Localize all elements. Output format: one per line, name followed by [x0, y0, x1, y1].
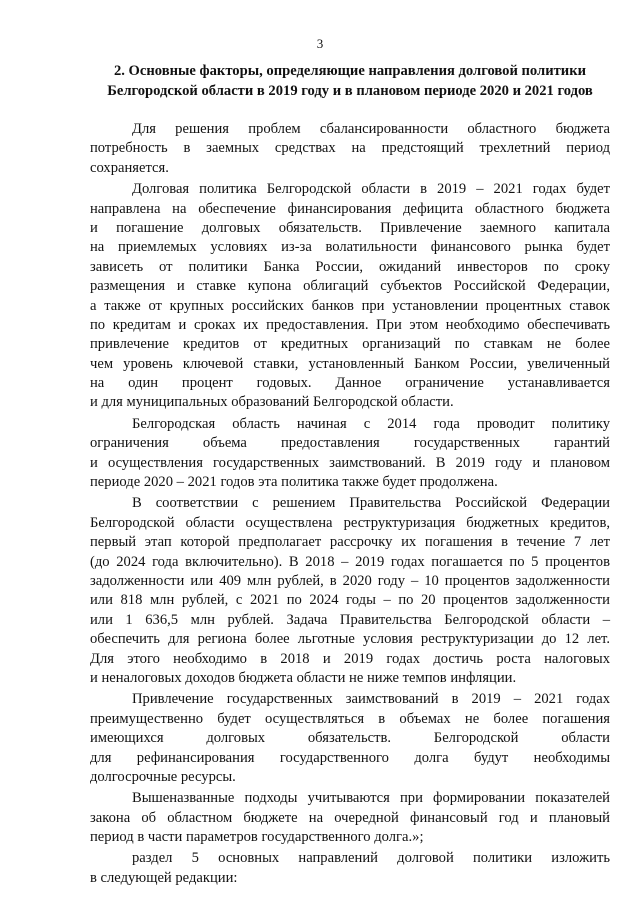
- paragraph-line: или 1 636,5 млн рублей. Задача Правительства Белгородской области –: [90, 611, 610, 628]
- paragraph-line: период в части параметров государственного долга.»;: [90, 829, 424, 846]
- paragraph-line: Привлечение государственных заимствований в 2019 – 2021 годах: [132, 691, 610, 708]
- paragraph-line: (до 2024 года включительно). В 2018 – 2019 годах погашается по 5 процентов: [90, 553, 610, 570]
- paragraph-line: а также от крупных российских банков при установлении процентных ставок: [90, 297, 610, 314]
- paragraph-line: Для этого необходимо в 2018 и 2019 годах достичь роста налоговых: [90, 650, 610, 667]
- paragraph-line: первый этап которой предполагает рассрочку их погашения в течение 7 лет: [90, 534, 610, 551]
- paragraph-line: задолженности или 409 млн рублей, в 2020 году – 10 процентов задолженности: [90, 572, 610, 589]
- paragraph-line: и для муниципальных образований Белгородской области.: [90, 394, 454, 411]
- paragraph-line: закона об областном бюджете на очередной финансовый год и плановый: [90, 809, 610, 826]
- paragraph-line: Долговая политика Белгородской области в 2019 – 2021 годах будет: [132, 181, 610, 198]
- section-heading-line: Белгородской области в 2019 году и в плановом периоде 2020 и 2021 годов: [107, 83, 593, 99]
- paragraph-line: по кредитам и сроках их предоставления. При этом необходимо обеспечивать: [90, 316, 610, 333]
- paragraph-line: периоде 2020 – 2021 годов эта политика также будет продолжена.: [90, 474, 498, 491]
- paragraph-line: и осуществления государственных заимствований. В 2019 году и плановом: [90, 454, 610, 471]
- paragraph-line: на один процент годовых. Данное ограничение устанавливается: [90, 375, 610, 392]
- paragraph-line: и неналоговых доходов бюджета области не ниже темпов инфляции.: [90, 669, 517, 686]
- paragraph-line: обеспечить для региона более льготные условия реструктуризации до 12 лет.: [90, 631, 610, 648]
- paragraph-line: для рефинансирования государственного долга будут необходимы: [90, 749, 610, 766]
- paragraph-line: потребность в заемных средствах на предстоящий трехлетний период: [90, 140, 610, 157]
- paragraph-line: Белгородской области осуществлена реструктуризация бюджетных кредитов,: [90, 514, 610, 531]
- paragraph-line: раздел 5 основных направлений долговой политики изложить: [132, 850, 610, 867]
- paragraph-line: размещения и ставке купона облигаций субъектов Российской Федерации,: [90, 278, 610, 295]
- paragraph-line: чем уровень ключевой ставки, установленный Банком России, увеличенный: [90, 355, 610, 372]
- section-heading: [88, 61, 612, 101]
- paragraph-line: привлечение кредитов от кредитных организаций по ставкам не более: [90, 336, 610, 353]
- paragraph: [90, 415, 610, 493]
- paragraph-line: В соответствии с решением Правительства Российской Федерации: [132, 495, 610, 512]
- paragraph: [90, 180, 610, 413]
- paragraph-line: Белгородская область начиная с 2014 года проводит политику: [132, 415, 610, 432]
- page-number: 3: [316, 36, 324, 51]
- paragraph: [90, 849, 610, 888]
- section-heading-line: 2. Основные факторы, определяющие направления долговой политики: [113, 63, 587, 79]
- paragraph-line: сохраняется.: [90, 159, 169, 176]
- paragraph-line: в следующей редакции:: [90, 869, 238, 886]
- paragraph-line: на приемлемых условиях из-за волатильности финансового рынка будет: [90, 239, 610, 256]
- paragraph: [90, 494, 610, 688]
- paragraph-line: или 818 млн рублей, с 2021 по 2024 годы – по 20 процентов задолженности: [90, 592, 610, 609]
- paragraph-line: направлена на обеспечение финансирования дефицита областного бюджета: [90, 200, 610, 217]
- paragraph-line: Вышеназванные подходы учитываются при формировании показателей: [132, 790, 610, 807]
- paragraph: [90, 789, 610, 847]
- body-text: [90, 120, 610, 888]
- paragraph-line: преимущественно будет осуществляться в объемах не более погашения: [90, 710, 610, 727]
- paragraph-line: имеющихся долговых обязательств. Белгородской области: [90, 730, 610, 747]
- paragraph-line: и погашение долговых обязательств. Привлечение заемного капитала: [90, 219, 610, 236]
- paragraph: [90, 690, 610, 787]
- paragraph-line: ограничения объема предоставления государственных гарантий: [90, 435, 610, 452]
- paragraph: [90, 120, 610, 178]
- paragraph-line: зависеть от политики Банка России, ожиданий инвесторов по сроку: [90, 258, 610, 275]
- paragraph-line: долгосрочные ресурсы.: [90, 768, 236, 785]
- paragraph-line: Для решения проблем сбалансированности областного бюджета: [132, 121, 610, 137]
